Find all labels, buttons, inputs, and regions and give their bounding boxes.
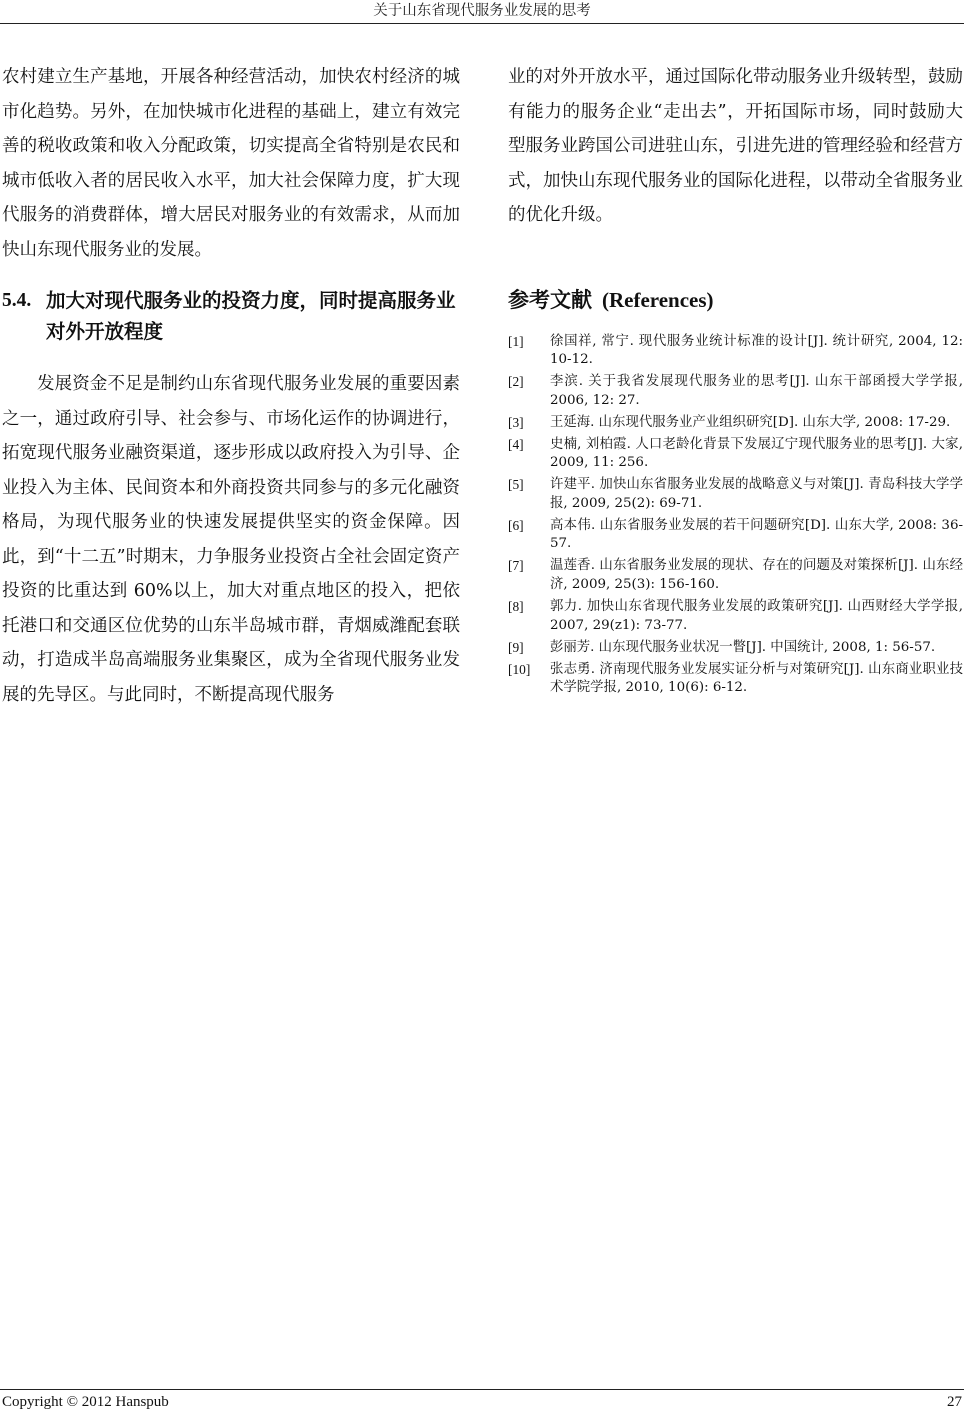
reference-number: [1] bbox=[508, 333, 524, 349]
reference-item bbox=[508, 639, 963, 658]
references-heading bbox=[508, 285, 963, 315]
header-divider bbox=[0, 23, 964, 24]
section-heading bbox=[2, 285, 460, 347]
reference-item bbox=[508, 661, 963, 698]
reference-item bbox=[508, 517, 963, 554]
reference-item bbox=[508, 557, 963, 594]
reference-number: [2] bbox=[508, 374, 524, 390]
reference-text: 郭力. 加快山东省现代服务业发展的政策研究[J]. 山西财经大学学报, 2007, 29(z1): 73-77. bbox=[550, 598, 963, 633]
reference-item bbox=[508, 373, 963, 410]
body-paragraph: 发展资金不足是制约山东省现代服务业发展的重要因素之一，通过政府引导、社会参与、市场化运作的协调进行，拓宽现代服务业融资渠道，逐步形成以政府投入为引导、企业投入为主体、民间资本和外商投资共同参与的多元化融资格局，为现代服务业的快速发展提供坚实的资金保障。因此，到“十二五”时期末，力争服务业投资占全社会固定资产投资的比重达到 60%以上，加大对重点地区的投入，把依托港口和交通区位优势的山东半岛城市群，青烟威潍配套联动，打造成半岛高端服务业集聚区，成为全省现代服务业发展的先导区。与此同时，不断提高现代服务 bbox=[2, 374, 460, 705]
reference-number: [4] bbox=[508, 436, 524, 452]
reference-text: 李滨. 关于我省发展现代服务业的思考[J]. 山东干部函授大学学报, 2006, 12: 27. bbox=[550, 374, 963, 408]
reference-list bbox=[508, 333, 963, 698]
reference-text: 彭丽芳. 山东现代服务业状况一瞥[J]. 中国统计, 2008, 1: 56-57. bbox=[550, 639, 936, 655]
reference-number: [8] bbox=[508, 598, 524, 614]
reference-item bbox=[508, 476, 963, 513]
reference-number: [5] bbox=[508, 477, 524, 493]
section-title: 加大对现代服务业的投资力度，同时提高服务业对外开放程度 bbox=[46, 289, 456, 343]
reference-item bbox=[508, 598, 963, 635]
reference-text: 许建平. 加快山东省服务业发展的战略意义与对策[J]. 青岛科技大学学报, 2009, 25(2): 69-71. bbox=[550, 477, 963, 511]
section-number: 5.4. bbox=[2, 290, 32, 311]
reference-text: 高本伟. 山东省服务业发展的若干问题研究[D]. 山东大学, 2008: 36-57. bbox=[550, 517, 963, 552]
footer-divider bbox=[0, 1389, 964, 1390]
right-column bbox=[508, 60, 963, 701]
reference-text: 张志勇. 济南现代服务业发展实证分析与对策研究[J]. 山东商业职业技术学院学报, 2010, 10(6): 6-12. bbox=[550, 661, 963, 696]
reference-item bbox=[508, 414, 963, 433]
reference-number: [7] bbox=[508, 558, 524, 574]
reference-number: [6] bbox=[508, 517, 524, 533]
references-heading-en: (References) bbox=[602, 287, 714, 312]
page-number: 27 bbox=[947, 1394, 962, 1410]
page-footer bbox=[2, 1392, 962, 1412]
running-header bbox=[0, 0, 964, 24]
body-paragraph: 农村建立生产基地，开展各种经营活动，加快农村经济的城市化趋势。另外，在加快城市化进程的基础上，建立有效完善的税收政策和收入分配政策，切实提高全省特别是农民和城市低收入者的居民收入水平，加大社会保障力度，扩大现代服务的消费群体，增大居民对服务业的有效需求，从而加快山东现代服务业的发展。 bbox=[2, 67, 460, 260]
reference-number: [10] bbox=[508, 661, 531, 677]
references-heading-cn: 参考文献 bbox=[508, 287, 592, 312]
copyright-notice: Copyright © 2012 Hanspub bbox=[2, 1394, 169, 1410]
reference-item bbox=[508, 333, 963, 370]
reference-number: [9] bbox=[508, 639, 524, 655]
reference-number: [3] bbox=[508, 414, 524, 430]
reference-item bbox=[508, 436, 963, 473]
reference-text: 徐国祥, 常宁. 现代服务业统计标准的设计[J]. 统计研究, 2004, 12: 10-12. bbox=[550, 333, 963, 368]
reference-text: 王延海. 山东现代服务业产业组织研究[D]. 山东大学, 2008: 17-29. bbox=[550, 414, 951, 430]
running-title: 关于山东省现代服务业发展的思考 bbox=[373, 3, 591, 19]
reference-text: 史楠, 刘柏霞. 人口老龄化背景下发展辽宁现代服务业的思考[J]. 大家, 2009, 11: 256. bbox=[550, 436, 963, 471]
left-column bbox=[2, 60, 460, 712]
body-paragraph: 业的对外开放水平，通过国际化带动服务业升级转型，鼓励有能力的服务企业“走出去”，开拓国际市场，同时鼓励大型服务业跨国公司进驻山东，引进先进的管理经验和经营方式，加快山东现代服务业的国际化进程，以带动全省服务业的优化升级。 bbox=[508, 67, 963, 225]
reference-text: 温莲香. 山东省服务业发展的现状、存在的问题及对策探析[J]. 山东经济, 2009, 25(3): 156-160. bbox=[550, 558, 963, 592]
